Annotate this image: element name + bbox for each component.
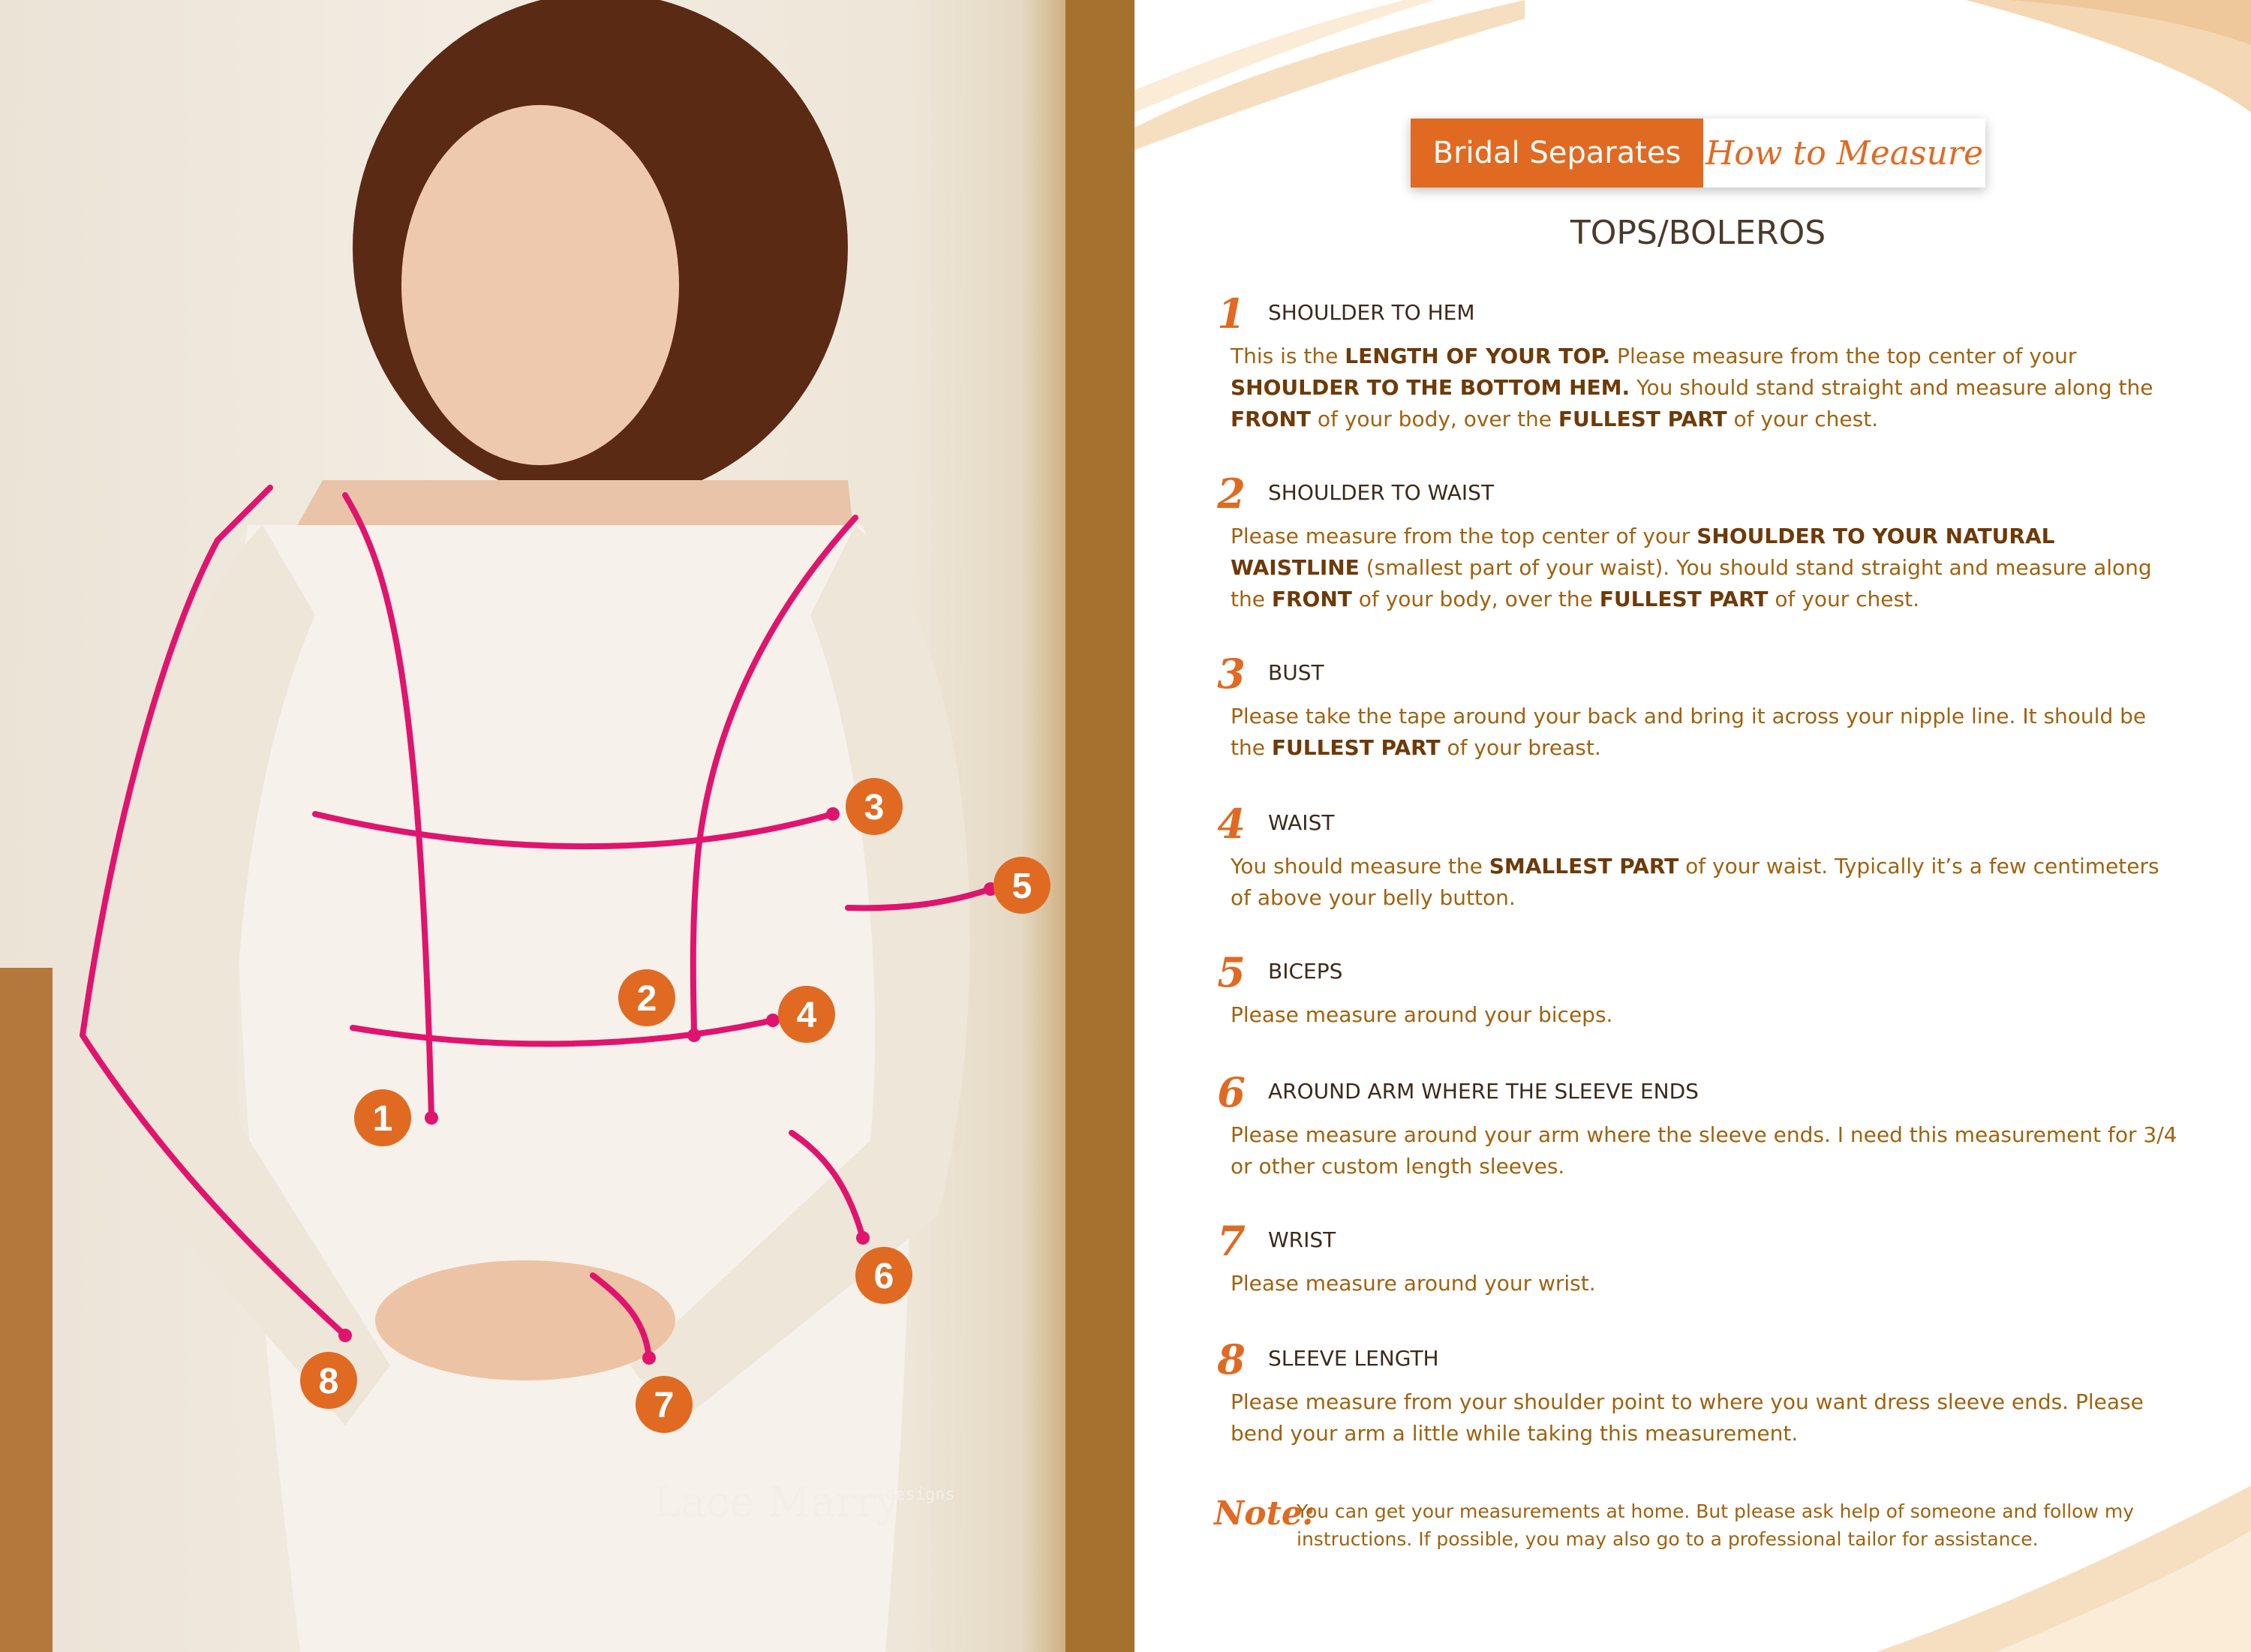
description-segment: of your waist. Typically it’s a few centimeters of above your belly button. [1231, 854, 2159, 910]
item-number: 5 [1214, 948, 1249, 995]
item-title: WRIST [1268, 1227, 1336, 1252]
tab-how-to-measure[interactable]: How to Measure [1703, 119, 1985, 188]
arrowhead [766, 1014, 780, 1027]
item-number: 8 [1214, 1335, 1249, 1382]
svg-text:2: 2 [636, 979, 657, 1019]
description-segment: Please take the tape around your back and bring it across your nipple line. It should be the [1231, 704, 2147, 760]
description-segment: You should measure the [1231, 854, 1489, 879]
watermark-designs: designs [885, 1485, 955, 1504]
left-furniture [0, 968, 53, 1652]
item-title: WAIST [1268, 810, 1335, 835]
description-segment: (smallest part of your waist). You should stand straight and measure along the [1231, 555, 2152, 611]
item-description [1231, 701, 2183, 764]
description-segment: of your chest. [1727, 407, 1879, 431]
item-description [1231, 521, 2183, 615]
hands [375, 1260, 675, 1380]
description-segment: of your breast. [1440, 735, 1601, 760]
item-number: 4 [1214, 800, 1249, 846]
tab-bridal-separates[interactable]: Bridal Separates [1411, 119, 1703, 188]
note-label: Note: [1214, 1494, 1315, 1533]
item-title: AROUND ARM WHERE THE SLEEVE ENDS [1268, 1079, 1699, 1104]
svg-text:3: 3 [864, 788, 885, 828]
item-title: SHOULDER TO WAIST [1268, 480, 1495, 505]
item-description [1231, 341, 2183, 435]
item-title: BUST [1268, 660, 1324, 685]
badge-3 [846, 778, 903, 835]
item-number: 6 [1214, 1068, 1249, 1115]
item-title: SHOULDER TO HEM [1268, 300, 1475, 325]
description-segment: Please measure around your biceps. [1231, 1002, 1613, 1027]
description-segment: You should stand straight and measure along the [1630, 375, 2153, 400]
description-segment: Please measure around your wrist. [1231, 1271, 1596, 1296]
face [401, 105, 679, 465]
svg-text:5: 5 [1011, 867, 1032, 906]
badge-5 [993, 857, 1050, 914]
brush-stroke-top-right [1966, 0, 2251, 113]
description-segment: of your chest. [1768, 587, 1919, 611]
item-title: BICEPS [1268, 959, 1343, 984]
description-segment: SHOULDER TO YOUR NATURAL WAISTLINE [1231, 524, 2055, 580]
description-segment: of your body, over the [1351, 587, 1600, 611]
arrowhead [425, 1111, 438, 1125]
svg-text:1: 1 [372, 1099, 393, 1139]
description-segment: Please measure from your shoulder point to where you want dress sleeve ends. Please bend your arm a little while taking this measurement. [1231, 1389, 2144, 1446]
section-heading: TOPS/BOLEROS [1570, 214, 1826, 252]
badge-8 [300, 1352, 357, 1409]
svg-text:8: 8 [318, 1362, 339, 1401]
badge-1 [354, 1089, 411, 1146]
description-segment: FRONT [1231, 407, 1312, 431]
svg-text:4: 4 [796, 996, 817, 1035]
item-number: 3 [1214, 650, 1249, 696]
description-segment: Please measure around your arm where the sleeve ends. I need this measurement for 3/4 or other custom length sleeves. [1231, 1122, 2177, 1179]
item-description [1231, 851, 2183, 914]
svg-text:7: 7 [654, 1386, 675, 1425]
item-description [1231, 1386, 2183, 1449]
description-segment: Please measure from the top center of your [1610, 344, 2077, 368]
arrowhead [642, 1351, 656, 1365]
description-segment: FULLEST PART [1558, 407, 1727, 431]
description-segment: SMALLEST PART [1489, 854, 1679, 879]
description-segment: LENGTH OF YOUR TOP. [1345, 344, 1611, 368]
note-text: You can get your measurements at home. But please ask help of someone and follow my instructions. If possible, you may also go to a professional tailor for assistance. [1297, 1500, 2135, 1550]
description-segment: Please measure from the top center of your [1231, 524, 1697, 548]
arrowhead [856, 1231, 870, 1245]
badge-6 [855, 1247, 912, 1304]
description-segment: This is the [1231, 344, 1345, 368]
description-segment: SHOULDER TO THE BOTTOM HEM. [1231, 375, 1630, 400]
wooden-frame [1065, 0, 1135, 1652]
description-segment: of your body, over the [1311, 407, 1558, 431]
item-title: SLEEVE LENGTH [1268, 1346, 1439, 1371]
description-segment: FULLEST PART [1271, 735, 1441, 760]
description-segment: FULLEST PART [1599, 587, 1769, 611]
badge-7 [636, 1376, 693, 1433]
item-description [1231, 1119, 2183, 1182]
watermark-brand: Lace Marry [653, 1478, 900, 1527]
badge-4 [778, 986, 835, 1043]
item-number: 1 [1214, 290, 1249, 336]
badge-2 [618, 969, 675, 1026]
item-description [1231, 999, 2183, 1031]
item-description [1231, 1268, 2183, 1299]
svg-text:6: 6 [873, 1257, 894, 1296]
watermark [653, 1478, 1073, 1545]
item-number: 7 [1214, 1217, 1249, 1263]
item-number: 2 [1214, 470, 1249, 516]
tab-bar [1411, 119, 1985, 188]
arrowhead [338, 1329, 352, 1342]
description-segment: FRONT [1271, 587, 1352, 611]
arrowhead [826, 807, 840, 821]
